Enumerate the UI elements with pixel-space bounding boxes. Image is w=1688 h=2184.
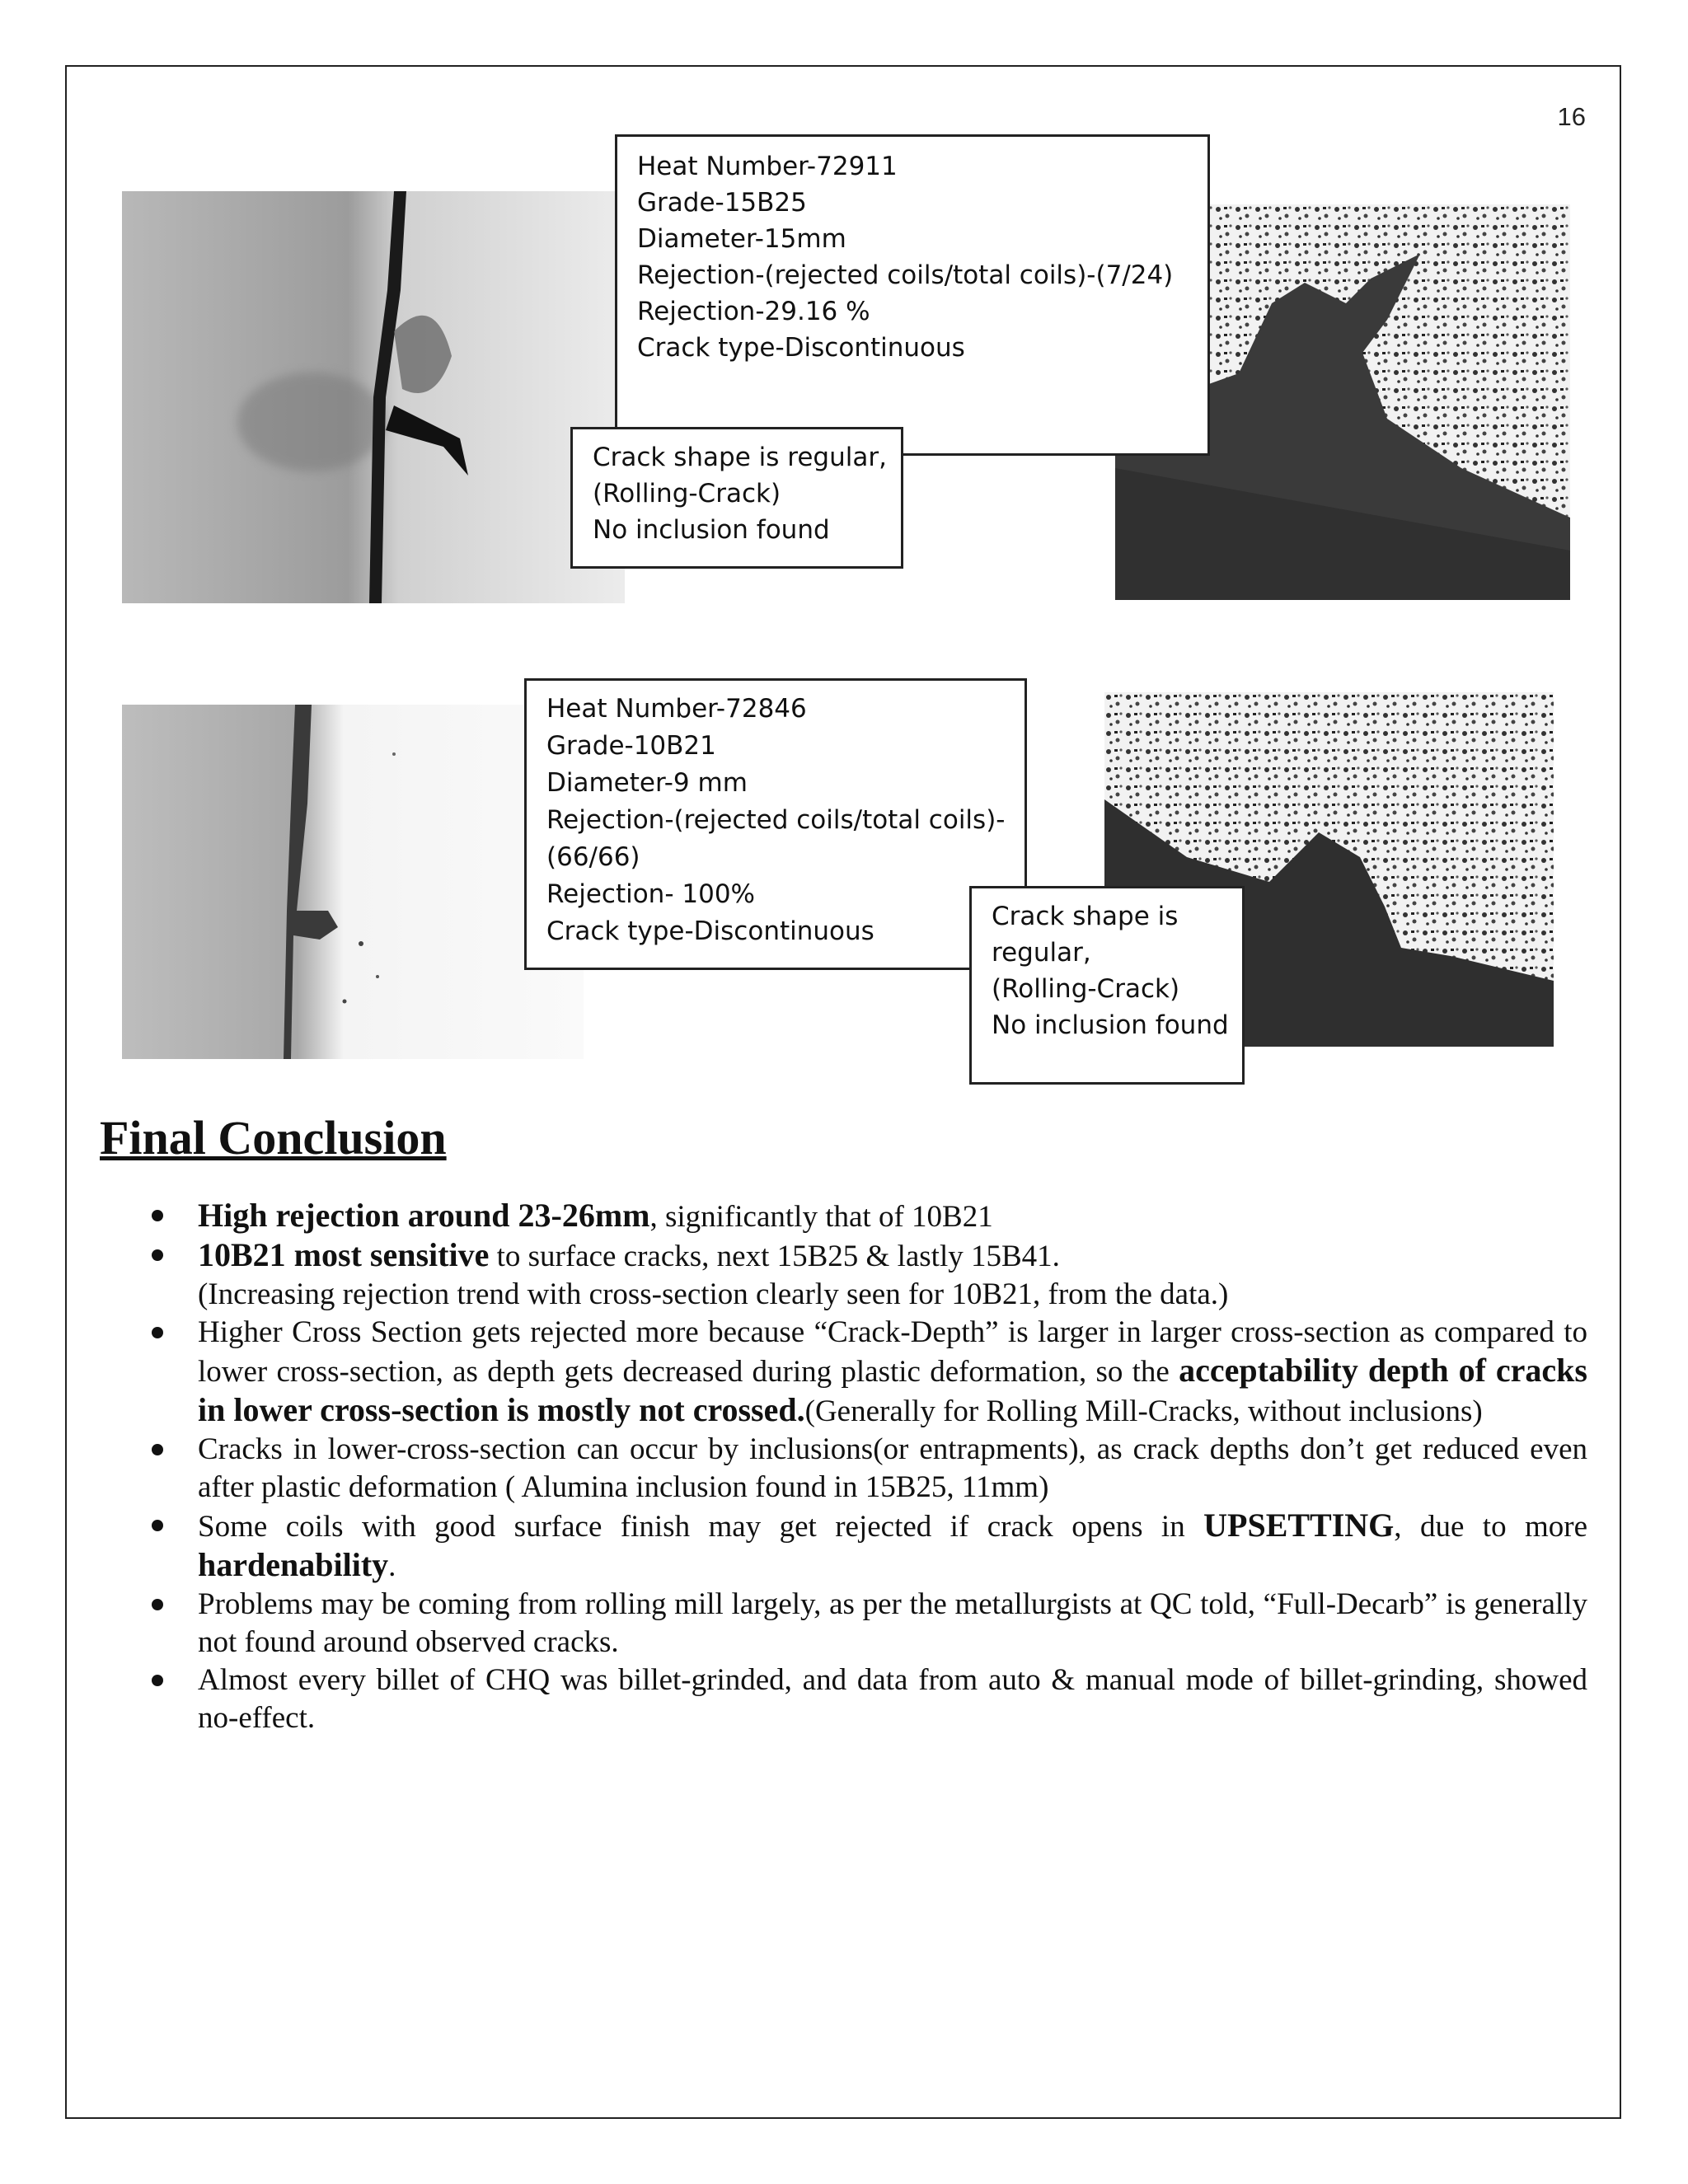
sample-2-observation-box xyxy=(969,886,1245,1085)
sample-2-crack-type: Crack type-Discontinuous xyxy=(546,916,874,946)
conclusion-item-7: Almost every billet of CHQ was billet-grinded, and data from auto & manual mode of billet-grinding, showed no-effect. xyxy=(198,1661,1587,1737)
sample-1-rejection-ratio: Rejection-(rejected coils/total coils)-(7/24) xyxy=(637,260,1174,290)
sample-2-grade: Grade-10B21 xyxy=(546,731,716,761)
sample-2-crack-shape-cont: regular, xyxy=(992,938,1091,968)
conclusion-item-2: 10B21 most sensitive to surface cracks, next 15B25 & lastly 15B41. (Increasing rejection trend with cross-section clearly seen for 10B21, from the data.) xyxy=(198,1236,1587,1314)
sample-1-rejection-percent: Rejection-29.16 % xyxy=(637,297,870,326)
conclusion-item-6: Problems may be coming from rolling mill largely, as per the metallurgists at QC told, “Full-Decarb” is generally not found around observed cracks. xyxy=(198,1586,1587,1661)
sample-1-inclusion: No inclusion found xyxy=(593,515,830,545)
sample-2-diameter: Diameter-9 mm xyxy=(546,768,748,798)
micrograph-2-unetched xyxy=(122,705,584,1059)
sample-2-heat-number: Heat Number-72846 xyxy=(546,694,807,724)
micrograph-1-unetched xyxy=(122,191,625,603)
sample-1-crack-type: Crack type-Discontinuous xyxy=(637,333,965,363)
sample-1-crack-class: (Rolling-Crack) xyxy=(593,479,781,509)
conclusion-item-4: Cracks in lower-cross-section can occur by inclusions(or entrapments), as crack depths don’t get reduced even after plastic deformation ( Alumina inclusion found in 15B25, 11mm) xyxy=(198,1431,1587,1507)
conclusion-item-5: Some coils with good surface finish may get rejected if crack opens in UPSETTING, due to more hardenability. xyxy=(198,1507,1587,1586)
sample-1-heat-number: Heat Number-72911 xyxy=(637,152,898,181)
sample-2-rejection-percent: Rejection- 100% xyxy=(546,879,755,909)
sample-1-grade: Grade-15B25 xyxy=(637,188,807,218)
sample-1-crack-shape: Crack shape is regular, xyxy=(593,443,887,472)
conclusion-list xyxy=(198,1197,1587,1737)
sample-2-rejection-count: (66/66) xyxy=(546,842,640,872)
sample-2-crack-shape: Crack shape is xyxy=(992,902,1179,931)
sample-2-inclusion: No inclusion found xyxy=(992,1010,1229,1040)
sample-2-rejection-ratio: Rejection-(rejected coils/total coils)- xyxy=(546,805,1006,835)
sample-2-crack-class: (Rolling-Crack) xyxy=(992,974,1180,1004)
page-number: 16 xyxy=(1557,102,1586,131)
sample-2-info-box xyxy=(524,678,1027,970)
final-conclusion-heading: Final Conclusion xyxy=(100,1111,447,1165)
conclusion-item-3: Higher Cross Section gets rejected more because “Crack-Depth” is larger in larger cross-section as compared to lower cross-section, as depth gets decreased during plastic deformation, so the acceptability depth of cracks in lower cross-section is mostly not crossed.(Generally for Rolling Mill-Cracks, without inclusions) xyxy=(198,1314,1587,1431)
sample-1-info-box xyxy=(615,134,1210,456)
conclusion-item-2-note: (Increasing rejection trend with cross-section clearly seen for 10B21, from the data.) xyxy=(198,1277,1229,1311)
sample-1-diameter: Diameter-15mm xyxy=(637,224,846,254)
conclusion-item-1: High rejection around 23-26mm, significantly that of 10B21 xyxy=(198,1197,1587,1236)
sample-1-observation-box xyxy=(570,427,903,569)
